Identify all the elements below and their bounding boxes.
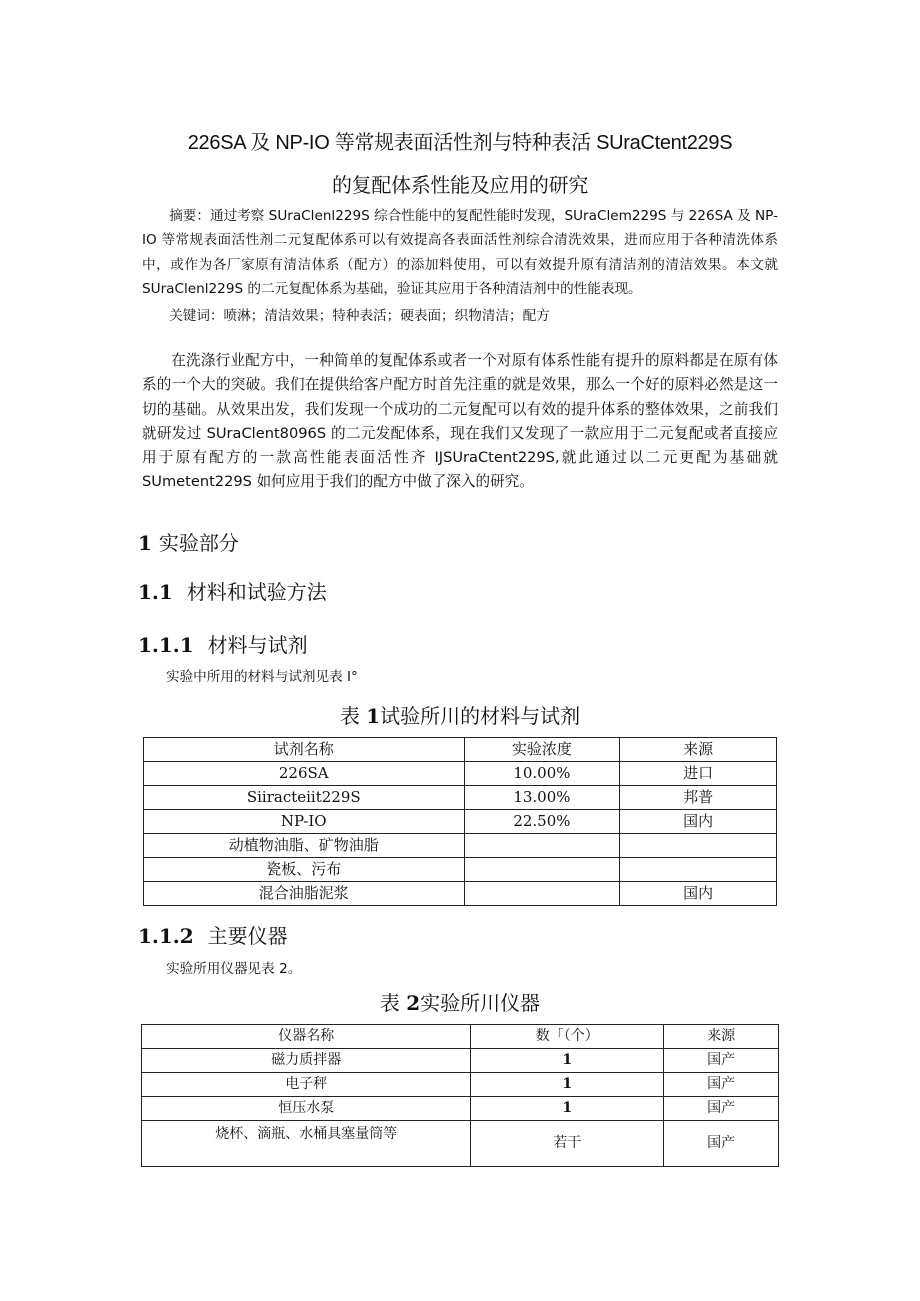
section-heading-1-1-1 — [138, 629, 308, 658]
instruments-table — [141, 1024, 779, 1167]
table-cell: 226SA — [144, 762, 465, 786]
table-row — [142, 1049, 779, 1073]
table-cell: 恒压水泵 — [142, 1097, 471, 1121]
header-cell: 来源 — [664, 1025, 779, 1049]
table-row — [144, 762, 777, 786]
section-title: 实验部分 — [158, 531, 239, 555]
section-heading-1-1-2 — [138, 920, 288, 949]
table-cell: 瓷板、污布 — [144, 858, 465, 882]
table-header-row — [144, 738, 777, 762]
table-cell — [464, 882, 620, 906]
abstract: 摘要：通过考察 SUraClenl229S 综合性能中的复配性能时发现，SUraClem229S 与 226SA 及 NP-IO 等常规表面活性剂二元复配体系可以有效提高各表面活性剂综合清洗效果，进而应用于各种清洗体系中，或作为各厂家原有清洁体系（配方）的添加料使用，可以有效提升原有清洁剂的清洁效果。本文就 SUraClenl229S 的二元复配体系为基础，验证其应用于各种清洁剂中的性能表现。 — [142, 208, 778, 297]
table-row — [144, 858, 777, 882]
materials-table — [143, 737, 777, 906]
section-heading-1 — [138, 527, 239, 556]
table-2-caption — [0, 987, 920, 1016]
table-cell: 电子秤 — [142, 1073, 471, 1097]
table-cell: 1 — [471, 1049, 664, 1073]
materials-text: 实验中所用的材料与试剂见表 I° — [166, 669, 358, 685]
section-title: 材料与试剂 — [207, 633, 308, 657]
header-cell: 数「（个） — [471, 1025, 664, 1049]
table-cell: 1 — [471, 1097, 664, 1121]
title-line-1: 226SA 及 NP-IO 等常规表面活性剂与特种表活 SUraCtent229S — [187, 132, 733, 154]
table-cell: 动植物油脂、矿物油脂 — [144, 834, 465, 858]
section-number: 1 — [138, 531, 152, 555]
table-cell: 国产 — [664, 1049, 779, 1073]
table-cell: 国产 — [664, 1121, 779, 1167]
table-cell: 1 — [471, 1073, 664, 1097]
section-number: 1.1.2 — [138, 924, 194, 948]
table-1-caption — [0, 700, 920, 729]
table-cell: 10.00% — [464, 762, 620, 786]
table-cell: 磁力质拌器 — [142, 1049, 471, 1073]
table-header-row — [142, 1025, 779, 1049]
section-title: 主要仪器 — [207, 924, 288, 948]
caption-prefix: 表 — [379, 991, 407, 1015]
caption-text: 实验所川仪器 — [420, 991, 541, 1015]
instruments-text: 实验所用仪器见表 2。 — [166, 961, 302, 977]
title-line-2: 的复配体系性能及应用的研究 — [331, 175, 589, 197]
table-cell: 邦普 — [620, 786, 777, 810]
keywords: 关键词：喷淋；清洁效果；特种表活；硬表面；织物清洁；配方 — [169, 308, 550, 324]
table-cell — [464, 858, 620, 882]
table-cell: 22.50% — [464, 810, 620, 834]
table-cell: Siiracteiit229S — [144, 786, 465, 810]
table-cell: 进口 — [620, 762, 777, 786]
caption-text: 试验所川的材料与试剂 — [380, 704, 581, 728]
table-cell: NP-IO — [144, 810, 465, 834]
table-row — [144, 810, 777, 834]
section-number: 1.1.1 — [138, 633, 194, 657]
section-heading-1-1 — [138, 576, 327, 605]
intro-paragraph: 在洗涤行业配方中，一种简单的复配体系或者一个对原有体系性能有提升的原料都是在原有体系的一个大的突破。我们在提供给客户配方时首先注重的就是效果，那么一个好的原料必然是这一切的基础。从效果出发，我们发现一个成功的二元复配可以有效的提升体系的整体效果，之前我们就研发过 SUraClent8096S 的二元发配体系，现在我们又发现了一款应用于二元复配或者直接应用于原有配方的一款高性能表面活性齐 IJSUraCtent229S,就此通过以二元更配为基础就 SUmetent229S 如何应用于我们的配方中做了深入的研究。 — [142, 352, 778, 491]
table-cell — [620, 834, 777, 858]
section-title: 材料和试验方法 — [186, 580, 327, 604]
caption-number: 2 — [406, 991, 421, 1015]
table-cell: 国产 — [664, 1073, 779, 1097]
table-cell — [620, 858, 777, 882]
table-cell: 13.00% — [464, 786, 620, 810]
table-row — [142, 1121, 779, 1167]
table-row — [142, 1097, 779, 1121]
table-cell — [464, 834, 620, 858]
header-cell: 试剂名称 — [144, 738, 465, 762]
header-cell: 实验浓度 — [464, 738, 620, 762]
caption-number: 1 — [366, 704, 381, 728]
table-row — [144, 834, 777, 858]
table-row — [144, 882, 777, 906]
header-cell: 来源 — [620, 738, 777, 762]
section-number: 1.1 — [138, 580, 173, 604]
table-cell: 国产 — [664, 1097, 779, 1121]
table-cell: 混合油脂泥浆 — [144, 882, 465, 906]
table-row — [144, 786, 777, 810]
table-cell: 烧杯、滴瓶、水桶具塞量筒等 — [142, 1121, 471, 1167]
table-cell: 国内 — [620, 810, 777, 834]
table-row — [142, 1073, 779, 1097]
table-cell: 国内 — [620, 882, 777, 906]
table-cell: 若干 — [471, 1121, 664, 1167]
header-cell: 仪器名称 — [142, 1025, 471, 1049]
caption-prefix: 表 — [339, 704, 367, 728]
